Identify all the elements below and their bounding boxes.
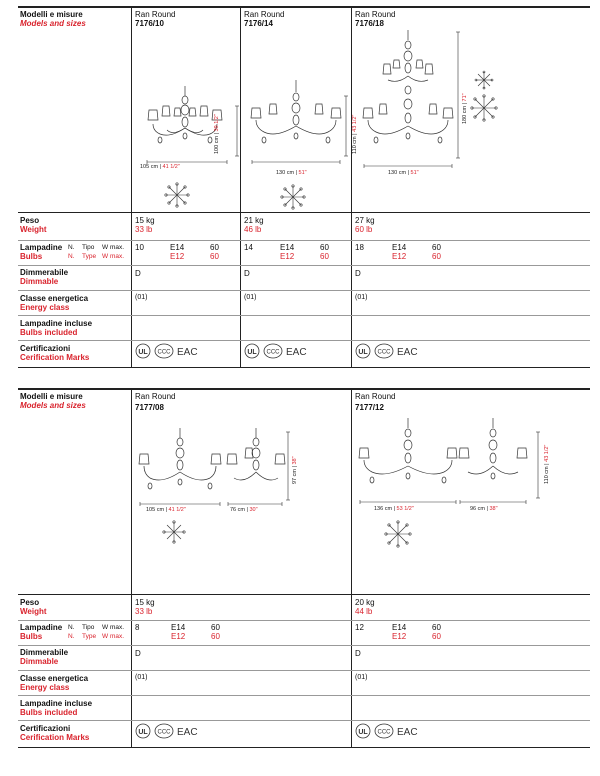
type-eu: E14 bbox=[392, 243, 407, 252]
width-in: 53 1/2" bbox=[396, 506, 414, 512]
dimension-lines bbox=[358, 30, 468, 170]
weight-lb: 33 lb bbox=[135, 607, 153, 616]
svg-text:UL: UL bbox=[358, 729, 368, 736]
product-family: Ran Round bbox=[135, 10, 176, 19]
width-in: 51" bbox=[410, 170, 419, 176]
bulbs-count: 14 bbox=[244, 243, 253, 252]
height-dimension: 100 cm | 39 1/2" bbox=[214, 114, 220, 154]
height-dimension: 110 cm | 43 1/2" bbox=[352, 114, 358, 154]
product-family: Ran Round bbox=[355, 10, 396, 19]
width-in: 41 1/2" bbox=[162, 164, 180, 170]
wmax-label-en: W max. bbox=[102, 633, 125, 640]
certification-marks bbox=[135, 723, 207, 739]
height-dimension: 110 cm | 43 1/2" bbox=[544, 444, 550, 484]
dimmable-value: D bbox=[135, 649, 141, 658]
svg-text:UL: UL bbox=[138, 349, 148, 356]
energy-row-label bbox=[20, 294, 88, 312]
bulbs-count: 8 bbox=[135, 623, 140, 632]
wmax-label: W max. bbox=[102, 244, 125, 251]
models-label-en: Models and sizes bbox=[20, 19, 86, 28]
n-label-en: N. bbox=[68, 633, 75, 640]
eac-mark-icon: EAC bbox=[286, 347, 307, 358]
weight-kg: 15 kg bbox=[135, 216, 155, 225]
dimmable-value: D bbox=[244, 269, 250, 278]
product-code: 7176/18 bbox=[355, 19, 384, 28]
plan-view-icon-upper bbox=[474, 70, 494, 90]
width-dimension: 130 cm | 51" bbox=[388, 170, 419, 176]
spec-table-2 bbox=[18, 388, 590, 748]
width-cm: 105 cm bbox=[146, 507, 165, 513]
weight-label: Weight bbox=[20, 607, 47, 616]
wmax-label: W max. bbox=[102, 624, 125, 631]
product-family: Ran Round bbox=[244, 10, 285, 19]
plan-view-icon bbox=[164, 182, 190, 208]
height-in: 43 1/2" bbox=[544, 444, 550, 462]
width-dimension: 130 cm | 51" bbox=[276, 170, 307, 176]
product-code: 7176/14 bbox=[244, 19, 273, 28]
plan-view-icon bbox=[280, 184, 306, 210]
dimension-lines bbox=[358, 418, 548, 518]
svg-text:CCC: CCC bbox=[377, 729, 391, 736]
svg-text:CCC: CCC bbox=[157, 349, 171, 356]
certification-marks bbox=[355, 343, 427, 359]
svg-text:UL: UL bbox=[247, 349, 257, 356]
weight-row-label bbox=[20, 216, 47, 234]
n-label-en: N. bbox=[68, 253, 75, 260]
models-label-en: Models and sizes bbox=[20, 401, 86, 410]
weight-value bbox=[135, 216, 155, 234]
weight-kg: 20 kg bbox=[355, 598, 375, 607]
bulb-type bbox=[170, 243, 184, 261]
ul-mark-icon bbox=[136, 344, 150, 358]
ccc-mark-icon bbox=[375, 344, 393, 358]
dimmerabile-label: Dimmerabile bbox=[20, 268, 69, 277]
width-in: 51" bbox=[298, 170, 307, 176]
dimmable-label: Dimmable bbox=[20, 277, 59, 286]
height-dimension: 180 cm | 71" bbox=[462, 93, 468, 124]
type-label: Type bbox=[82, 633, 97, 640]
dimmable-value: D bbox=[355, 649, 361, 658]
dimmable-row-label bbox=[20, 268, 68, 286]
bulbs-included-label: Bulbs included bbox=[20, 328, 78, 337]
height-in: 39 1/2" bbox=[214, 114, 220, 132]
width-dimension: 136 cm | 53 1/2" bbox=[374, 506, 414, 512]
weight-kg: 27 kg bbox=[355, 216, 375, 225]
height-dimension: 97 cm | 38" bbox=[292, 456, 298, 484]
tipo-label: Tipo bbox=[82, 244, 95, 251]
plan-view-icon bbox=[162, 520, 186, 544]
dimmable-value: D bbox=[135, 269, 141, 278]
energy-class-value: (01) bbox=[355, 674, 368, 681]
certificazioni-label: Certificazioni bbox=[20, 344, 71, 353]
bulb-type bbox=[392, 623, 406, 641]
eac-mark-icon: EAC bbox=[397, 727, 418, 738]
weight-label: Weight bbox=[20, 225, 47, 234]
peso-label: Peso bbox=[20, 216, 40, 225]
bulb-type bbox=[392, 243, 406, 261]
height-in: 43 1/2" bbox=[352, 114, 358, 132]
bulbs-label: Bulbs bbox=[20, 632, 43, 641]
cert-row-label bbox=[20, 724, 89, 742]
height-cm: 100 cm bbox=[214, 135, 220, 154]
type-eu: E14 bbox=[392, 623, 407, 632]
bulb-type bbox=[280, 243, 294, 261]
height-in: 71" bbox=[462, 93, 468, 102]
ul-mark-icon bbox=[136, 724, 150, 738]
bulb-wattage bbox=[210, 243, 219, 261]
cert-marks-label: Cerification Marks bbox=[20, 733, 90, 742]
ul-mark-icon bbox=[356, 724, 370, 738]
bulbs-count: 18 bbox=[355, 243, 364, 252]
bulbs-label: Bulbs bbox=[20, 252, 43, 261]
wmax-us: 60 bbox=[211, 632, 220, 641]
width-in: 41 1/2" bbox=[168, 507, 186, 513]
weight-value bbox=[355, 598, 375, 616]
weight-lb: 46 lb bbox=[244, 225, 262, 234]
width-cm: 136 cm bbox=[374, 506, 393, 512]
tipo-label: Tipo bbox=[82, 624, 95, 631]
energy-class-value: (01) bbox=[135, 294, 148, 301]
plan-view-icon-lower bbox=[470, 94, 498, 122]
dimmable-value: D bbox=[355, 269, 361, 278]
svg-text:UL: UL bbox=[138, 729, 148, 736]
plan-view-icon bbox=[384, 520, 412, 548]
n-label: N. bbox=[68, 244, 75, 251]
bulb-wattage bbox=[432, 623, 441, 641]
certification-marks bbox=[135, 343, 207, 359]
models-label-it: Modelli e misure bbox=[20, 392, 83, 401]
dimension-lines bbox=[136, 428, 296, 518]
width2-dimension: 96 cm | 38" bbox=[470, 506, 498, 512]
ccc-mark-icon bbox=[155, 344, 173, 358]
wmax-eu: 60 bbox=[320, 243, 329, 252]
bulbs-included-row-label bbox=[20, 699, 92, 717]
height-cm: 110 cm bbox=[544, 466, 550, 484]
eac-mark-icon: EAC bbox=[177, 727, 198, 738]
weight-lb: 44 lb bbox=[355, 607, 373, 616]
svg-text:CCC: CCC bbox=[157, 729, 171, 736]
wmax-eu: 60 bbox=[211, 623, 220, 632]
energy-class-value: (01) bbox=[355, 294, 368, 301]
bulbs-included-label: Bulbs included bbox=[20, 708, 78, 717]
ul-mark-icon bbox=[245, 344, 259, 358]
type-eu: E14 bbox=[280, 243, 295, 252]
wmax-us: 60 bbox=[320, 252, 329, 261]
bulb-wattage bbox=[320, 243, 329, 261]
width-cm: 105 cm bbox=[140, 164, 159, 170]
type-us: E12 bbox=[171, 632, 186, 641]
product-family: Ran Round bbox=[355, 392, 396, 401]
wmax-eu: 60 bbox=[432, 623, 441, 632]
certification-marks bbox=[244, 343, 316, 359]
peso-label: Peso bbox=[20, 598, 40, 607]
svg-text:CCC: CCC bbox=[377, 349, 391, 356]
wmax-eu: 60 bbox=[210, 243, 219, 252]
energy-label: Energy class bbox=[20, 303, 70, 312]
energy-class-value: (01) bbox=[244, 294, 257, 301]
wmax-label-en: W max. bbox=[102, 253, 125, 260]
height-cm: 180 cm bbox=[462, 105, 468, 124]
energy-row-label bbox=[20, 674, 88, 692]
n-label: N. bbox=[68, 624, 75, 631]
svg-text:CCC: CCC bbox=[266, 349, 280, 356]
models-heading bbox=[20, 392, 86, 410]
bulb-wattage bbox=[432, 243, 441, 261]
weight-lb: 60 lb bbox=[355, 225, 373, 234]
wmax-eu: 60 bbox=[432, 243, 441, 252]
models-heading bbox=[20, 10, 86, 28]
bulbs-count: 12 bbox=[355, 623, 364, 632]
classe-label: Classe energetica bbox=[20, 674, 89, 683]
width-cm: 130 cm bbox=[276, 170, 295, 176]
product-code: 7176/10 bbox=[135, 19, 164, 28]
wmax-us: 60 bbox=[432, 632, 441, 641]
weight-row-label bbox=[20, 598, 47, 616]
bulbs-included-row-label bbox=[20, 319, 92, 337]
eac-mark-icon: EAC bbox=[397, 347, 418, 358]
width2-in: 30" bbox=[249, 507, 258, 513]
energy-label: Energy class bbox=[20, 683, 70, 692]
ccc-mark-icon bbox=[155, 724, 173, 738]
dimmable-row-label bbox=[20, 648, 68, 666]
ccc-mark-icon bbox=[375, 724, 393, 738]
type-label: Type bbox=[82, 253, 97, 260]
type-eu: E14 bbox=[170, 243, 185, 252]
weight-kg: 21 kg bbox=[244, 216, 264, 225]
width2-in: 38" bbox=[489, 506, 498, 512]
eac-mark-icon: EAC bbox=[177, 347, 198, 358]
dimmerabile-label: Dimmerabile bbox=[20, 648, 69, 657]
wmax-us: 60 bbox=[432, 252, 441, 261]
energy-class-value: (01) bbox=[135, 674, 148, 681]
lamp-incluse-label: Lampadine incluse bbox=[20, 699, 93, 708]
bulb-wattage bbox=[211, 623, 220, 641]
height-in: 38" bbox=[292, 456, 298, 465]
width2-dimension: 76 cm | 30" bbox=[230, 507, 258, 513]
width2-cm: 76 cm bbox=[230, 507, 245, 513]
dimmable-label: Dimmable bbox=[20, 657, 59, 666]
bulbs-count: 10 bbox=[135, 243, 144, 252]
height-cm: 97 cm bbox=[292, 469, 298, 484]
lampadine-label: Lampadine bbox=[20, 243, 63, 252]
type-us: E12 bbox=[392, 252, 407, 261]
type-eu: E14 bbox=[171, 623, 186, 632]
weight-value bbox=[355, 216, 375, 234]
width-dimension: 105 cm | 41 1/2" bbox=[146, 507, 186, 513]
cert-marks-label: Cerification Marks bbox=[20, 353, 90, 362]
wmax-us: 60 bbox=[210, 252, 219, 261]
classe-label: Classe energetica bbox=[20, 294, 89, 303]
ul-mark-icon bbox=[356, 344, 370, 358]
product-code: 7177/08 bbox=[135, 403, 164, 412]
weight-value bbox=[244, 216, 264, 234]
bulbs-row-label bbox=[20, 243, 130, 261]
weight-kg: 15 kg bbox=[135, 598, 155, 607]
certification-marks bbox=[355, 723, 427, 739]
product-family: Ran Round bbox=[135, 392, 176, 401]
height-cm: 110 cm bbox=[352, 136, 358, 154]
models-label-it: Modelli e misure bbox=[20, 10, 83, 19]
spec-table-1 bbox=[18, 6, 590, 368]
type-us: E12 bbox=[280, 252, 295, 261]
bulb-type bbox=[171, 623, 185, 641]
bulbs-row-label bbox=[20, 623, 130, 641]
cert-row-label bbox=[20, 344, 89, 362]
lampadine-label: Lampadine bbox=[20, 623, 63, 632]
type-us: E12 bbox=[392, 632, 407, 641]
type-us: E12 bbox=[170, 252, 185, 261]
width-cm: 130 cm bbox=[388, 170, 407, 176]
svg-text:UL: UL bbox=[358, 349, 368, 356]
certificazioni-label: Certificazioni bbox=[20, 724, 71, 733]
width-dimension: 105 cm | 41 1/2" bbox=[140, 164, 180, 170]
weight-lb: 33 lb bbox=[135, 225, 153, 234]
width2-cm: 96 cm bbox=[470, 506, 485, 512]
lamp-incluse-label: Lampadine incluse bbox=[20, 319, 93, 328]
product-code: 7177/12 bbox=[355, 403, 384, 412]
ccc-mark-icon bbox=[264, 344, 282, 358]
weight-value bbox=[135, 598, 155, 616]
